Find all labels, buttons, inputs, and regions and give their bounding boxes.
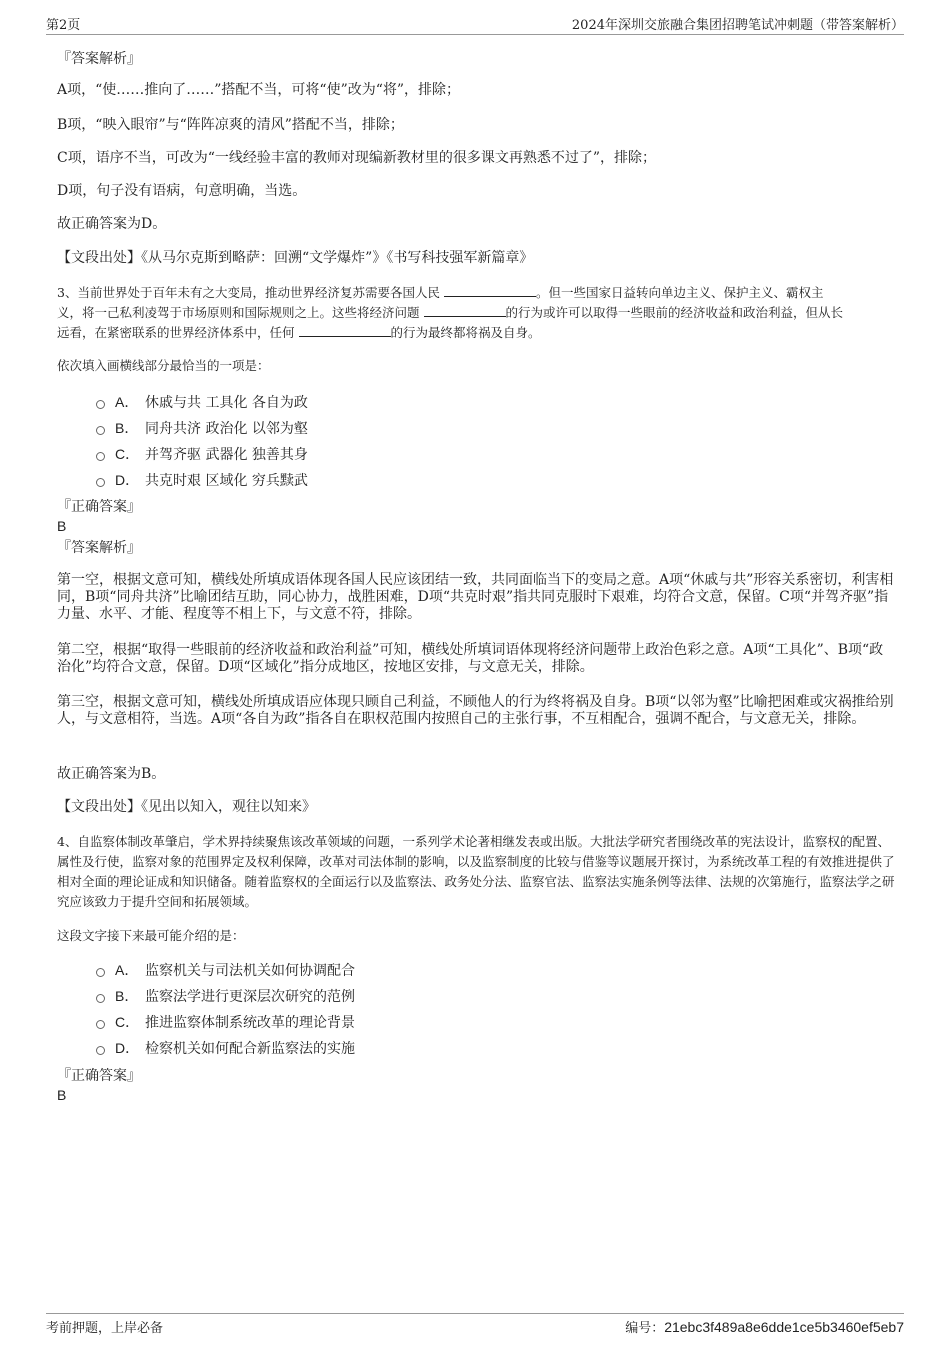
q3-answer: B [57, 518, 67, 534]
radio-icon[interactable] [96, 400, 105, 409]
radio-icon[interactable] [96, 968, 105, 977]
q4-option-a[interactable]: A． 监察机关与司法机关如何协调配合 [96, 960, 355, 980]
q3-analysis-label: 『答案解析』 [57, 540, 141, 556]
q3-prompt: 依次填入画横线部分最恰当的一项是： [57, 358, 270, 373]
q3-option-b[interactable]: B． 同舟共济 政治化 以邻为壑 [96, 418, 308, 438]
footer-slogan: 考前押题，上岸必备 [46, 1321, 164, 1336]
q3-analysis-2: 第二空，根据“取得一些眼前的经济收益和政治利益”可知，横线处所填词语体现将经济问题带上政治色彩之意。A项“工具化”、B项“政治化”均符合文意，保留。D项“区域化”指分成地区，按地区安排，与文意无关，排除。 [57, 642, 884, 675]
radio-icon[interactable] [96, 1046, 105, 1055]
q3-blank-2[interactable] [424, 304, 506, 317]
q3-source: 【文段出处】《见出以知入，观往以知来》 [57, 799, 316, 815]
q4-prompt: 这段文字接下来最可能介绍的是： [57, 928, 245, 943]
q3-answer-label: 『正确答案』 [57, 499, 141, 515]
q3-conclusion: 故正确答案为B。 [57, 766, 166, 782]
q2-source: 【文段出处】《从马尔克斯到略萨：回溯“文学爆炸”》《书写科技强军新篇章》 [57, 250, 534, 266]
radio-icon[interactable] [96, 452, 105, 461]
page-number: 第2页 [46, 18, 81, 33]
q4-answer-label: 『正确答案』 [57, 1068, 141, 1084]
radio-icon[interactable] [96, 426, 105, 435]
q2-analysis-c: C项，语序不当，可改为“一线经验丰富的教师对现编新教材里的很多课文再熟悉不过了”，排除； [57, 150, 657, 166]
q3-option-d[interactable]: D． 共克时艰 区域化 穷兵黩武 [96, 470, 308, 490]
q2-conclusion: 故正确答案为D。 [57, 216, 167, 232]
document-title: 2024年深圳交旅融合集团招聘笔试冲刺题（带答案解析） [571, 18, 904, 33]
radio-icon[interactable] [96, 994, 105, 1003]
q3-blank-3[interactable] [299, 324, 391, 337]
page-footer [46, 1313, 904, 1336]
q4-option-d[interactable]: D． 检察机关如何配合新监察法的实施 [96, 1038, 355, 1058]
radio-icon[interactable] [96, 1020, 105, 1029]
q2-analysis-label: 『答案解析』 [57, 51, 141, 67]
q3-option-c[interactable]: C． 并驾齐驱 武器化 独善其身 [96, 444, 308, 464]
q2-analysis-d: D项，句子没有语病，句意明确，当选。 [57, 183, 307, 199]
q3-analysis-1: 第一空，根据文意可知，横线处所填成语体现各国人民应该团结一致，共同面临当下的变局之意。A项“休戚与共”形容关系密切，利害相同，B项“同舟共济”比喻团结互助，同心协力，战胜困难，D项“共克时艰”指共同克服时下艰难，均符合文意，保留。C项“并驾齐驱”指力量、水平、才能、程度等不相上下，与文意不符，排除。 [57, 572, 894, 622]
q3-option-a[interactable]: A． 休戚与共 工具化 各自为政 [96, 392, 308, 412]
q3-blank-1[interactable] [444, 284, 536, 297]
document-code: 编号：21ebc3f489a8e6dde1ce5b3460ef5eb7 [625, 1319, 904, 1336]
radio-icon[interactable] [96, 478, 105, 487]
q4-stem: 4、自监察体制改革肇启，学术界持续聚焦该改革领域的问题，一系列学术论著相继发表或出版。大批法学研究者围绕改革的宪法设计，监察权的配置、属性及行使，监察对象的范围界定及权利保障，改革对司法体制的影响，以及监察制度的比较与借鉴等议题展开探讨，为系统改革工程的有效推进提供了相对全面的理论证成和知识储备。随着监察权的全面运行以及监察法、政务处分法、监察官法、监察法实施条例等法律、法规的次第施行，监察法学之研究应该致力于提升空间和拓展领域。 [57, 834, 895, 909]
q4-answer: B [57, 1087, 67, 1103]
q2-analysis-a: A项，“使……推向了……”搭配不当，可将“使”改为“将”，排除； [57, 82, 461, 98]
q4-option-c[interactable]: C． 推进监察体制系统改革的理论背景 [96, 1012, 355, 1032]
page-header [46, 14, 904, 35]
q3-stem: 3、当前世界处于百年未有之大变局，推动世界经济复苏需要各国人民 。但一些国家日益转向单边主义、保护主义、霸权主 义，将一己私利凌驾于市场原则和国际规则之上。这些将经济问题 的行为或许可以取得一些眼前的经济收益和政治利益，但从长 远看，在紧密联系的世界经济体系中，任何 的行为最终都将祸及自身。 [57, 285, 844, 340]
q4-option-b[interactable]: B． 监察法学进行更深层次研究的范例 [96, 986, 355, 1006]
q3-analysis-3: 第三空，根据文意可知，横线处所填成语应体现只顾自己利益，不顾他人的行为终将祸及自身。B项“以邻为壑”比喻把困难或灾祸推给别人，与文意相符，当选。A项“各自为政”指各自在职权范围内按照自己的主张行事，不互相配合，强调不配合，与文意无关，排除。 [57, 694, 894, 727]
q2-analysis-b: B项，“映入眼帘”与“阵阵凉爽的清风”搭配不当，排除； [57, 117, 404, 133]
